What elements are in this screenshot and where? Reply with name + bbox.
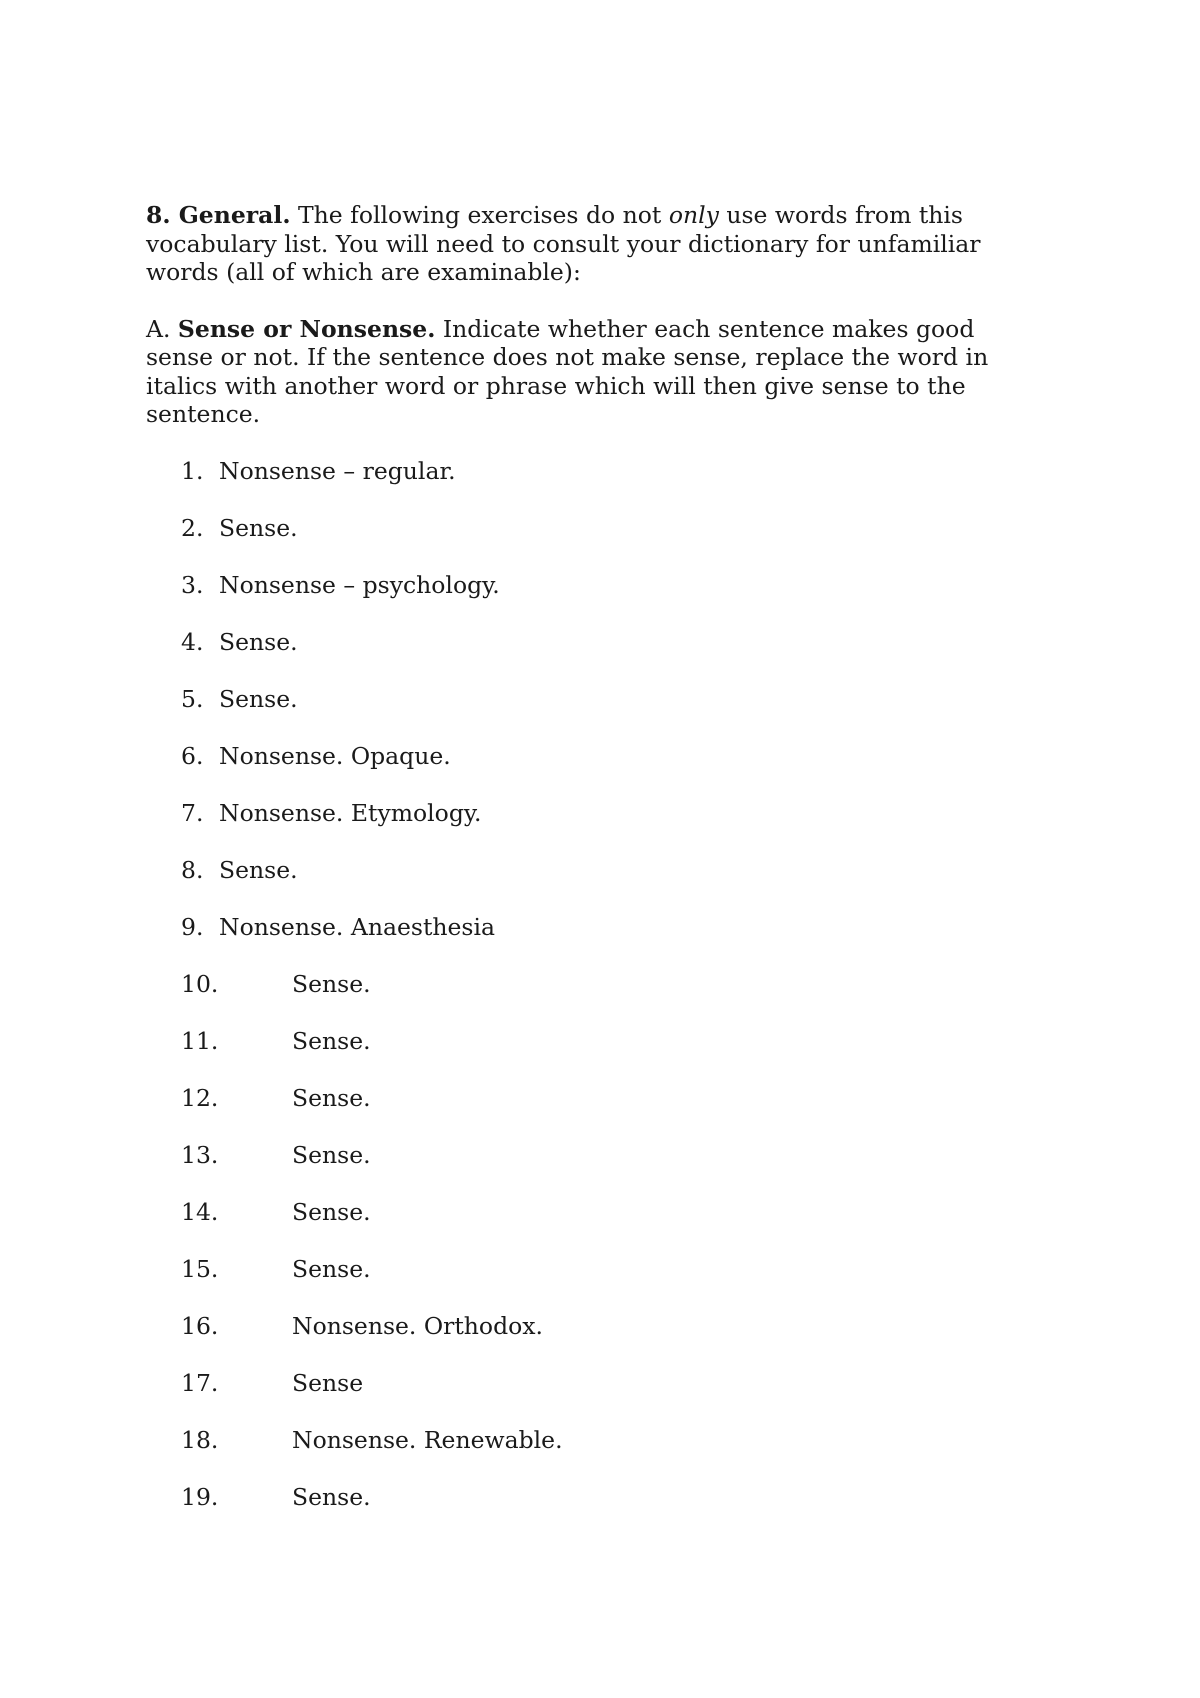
answer-item (146, 1369, 1046, 1426)
answer-number: 1. (181, 456, 204, 485)
answer-text: Sense (292, 1368, 364, 1397)
answer-text: Sense. (219, 513, 298, 542)
answer-text: Sense. (219, 684, 298, 713)
answer-number: 8. (181, 855, 204, 884)
answer-item (146, 457, 1046, 514)
answer-text: Nonsense. Renewable. (292, 1425, 563, 1454)
intro-italic: only (668, 201, 719, 229)
answer-item (146, 1255, 1046, 1312)
answer-text: Nonsense. Anaesthesia (219, 912, 496, 941)
answer-text: Nonsense. Orthodox. (292, 1311, 543, 1340)
answer-text: Sense. (292, 1197, 371, 1226)
answer-number: 5. (181, 684, 204, 713)
answer-number: 4. (181, 627, 204, 656)
section-number: 8. (146, 201, 171, 229)
answer-text: Nonsense – regular. (219, 456, 456, 485)
part-a-heading: Sense or Nonsense. (177, 314, 436, 343)
answer-item (146, 571, 1046, 628)
section-heading (146, 201, 291, 229)
answer-text: Sense. (292, 1083, 371, 1112)
answer-item (146, 799, 1046, 856)
section-8-intro (146, 201, 1046, 287)
part-a-label: A. (146, 314, 178, 343)
answer-number: 9. (181, 912, 204, 941)
section-title: General. (178, 201, 291, 229)
answer-text: Sense. (292, 1026, 371, 1055)
answer-number: 12. (181, 1083, 219, 1112)
answer-item (146, 514, 1046, 571)
answer-list (146, 457, 1046, 1540)
answer-item (146, 913, 1046, 970)
answer-item (146, 1312, 1046, 1369)
answer-number: 16. (181, 1311, 219, 1340)
answer-text: Sense. (219, 627, 298, 656)
answer-number: 6. (181, 741, 204, 770)
answer-number: 13. (181, 1140, 219, 1169)
answer-number: 3. (181, 570, 204, 599)
answer-text: Sense. (292, 1482, 371, 1511)
answer-item (146, 1483, 1046, 1540)
answer-text: Nonsense. Opaque. (219, 741, 451, 770)
part-a-instructions (146, 315, 1046, 429)
answer-number: 18. (181, 1425, 219, 1454)
answer-number: 19. (181, 1482, 219, 1511)
answer-item (146, 742, 1046, 799)
answer-item (146, 970, 1046, 1027)
answer-item (146, 1198, 1046, 1255)
answer-number: 10. (181, 969, 219, 998)
answer-text: Nonsense. Etymology. (219, 798, 482, 827)
answer-item (146, 856, 1046, 913)
answer-number: 2. (181, 513, 204, 542)
document-page (146, 201, 1046, 1540)
answer-item (146, 685, 1046, 742)
answer-item (146, 1141, 1046, 1198)
answer-item (146, 1426, 1046, 1483)
answer-number: 11. (181, 1026, 219, 1055)
answer-item (146, 628, 1046, 685)
answer-number: 7. (181, 798, 204, 827)
answer-item (146, 1027, 1046, 1084)
intro-text-2: use words from this vocabulary list. You will need to consult your dictionary for unfamiliar words (all of which are examinable): (146, 201, 981, 286)
answer-text: Sense. (292, 969, 371, 998)
answer-number: 15. (181, 1254, 219, 1283)
answer-text: Sense. (292, 1140, 371, 1169)
part-a-text: Indicate whether each sentence makes good sense or not. If the sentence does not make sense, replace the word in italics with another word or phrase which will then give sense to the sentence. (146, 314, 989, 428)
answer-number: 17. (181, 1368, 219, 1397)
answer-number: 14. (181, 1197, 219, 1226)
answer-text: Sense. (219, 855, 298, 884)
answer-text: Nonsense – psychology. (219, 570, 500, 599)
answer-item (146, 1084, 1046, 1141)
intro-text-1: The following exercises do not (290, 201, 669, 229)
answer-text: Sense. (292, 1254, 371, 1283)
